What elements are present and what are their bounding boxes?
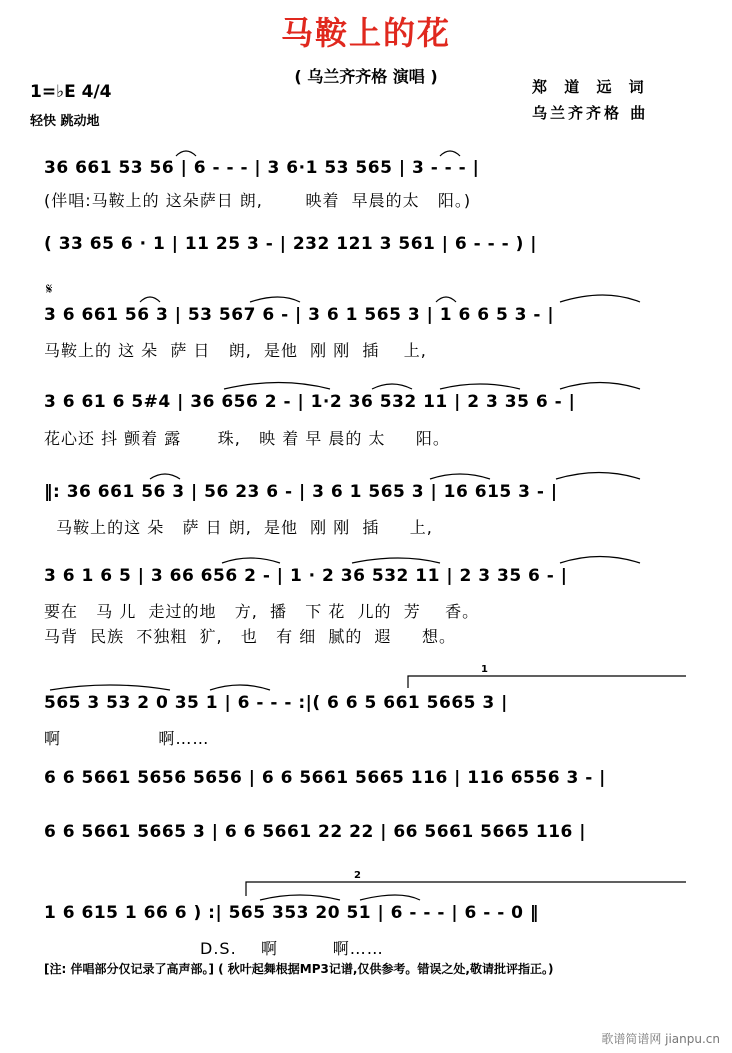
score-row-2-notes: ( 33 65 6 · 1 | 11 25 3 - | 232 121 3 561 | 6 - - - ) | bbox=[44, 234, 537, 254]
score-row-3-lyrics: 马鞍上的 这 朵 萨 日 朗, 是他 刚 刚 插 上, bbox=[44, 341, 427, 360]
slur-arc bbox=[222, 558, 280, 563]
segno-sign: 𝄋 bbox=[46, 280, 53, 298]
song-title: 马鞍上的花 bbox=[280, 14, 451, 52]
slur-arc bbox=[440, 151, 460, 156]
slur-arc bbox=[430, 474, 490, 479]
score-row-10-notes: 1 6 615 1 66 6 ) :| 565 353 20 51 | 6 - - - | 6 - - 0 ‖ bbox=[44, 903, 539, 923]
score-row-6-lyrics-verse2: 马背 民族 不独粗 犷, 也 有 细 腻的 遐 想。 bbox=[44, 627, 456, 646]
volta-bracket-1 bbox=[408, 676, 686, 688]
slur-arc bbox=[560, 557, 640, 564]
score-row-4-notes: 3 6 61 6 5#4 | 36 656 2 - | 1·2 36 532 11 | 2 3 35 6 - | bbox=[44, 392, 576, 412]
slur-arc bbox=[210, 685, 270, 690]
song-subtitle: ( 乌兰齐齐格 演唱 ) bbox=[294, 67, 438, 86]
score-row-8-notes: 6 6 5661 5656 5656 | 6 6 5661 5665 116 | 116 6556 3 - | bbox=[44, 768, 606, 788]
slur-arc bbox=[260, 895, 340, 900]
slur-arc bbox=[352, 558, 440, 563]
score-row-10-lyrics: D.S. 啊 啊…… bbox=[200, 939, 384, 958]
slur-arc bbox=[372, 384, 412, 389]
slur-arc bbox=[560, 295, 640, 302]
score-row-7-lyrics: 啊 啊…… bbox=[44, 729, 210, 748]
score-row-4-lyrics: 花心还 抖 颤着 露 珠, 映 着 早 晨的 太 阳。 bbox=[44, 429, 450, 448]
score-row-7-notes: 565 3 53 2 0 35 1 | 6 - - - :|( 6 6 5 661 5665 3 | bbox=[44, 693, 508, 713]
slur-arc bbox=[560, 383, 640, 390]
volta-bracket-2 bbox=[246, 882, 686, 896]
composer-credit: 乌兰齐齐格 曲 bbox=[532, 104, 649, 122]
slur-arc bbox=[140, 297, 160, 302]
slur-arc bbox=[176, 151, 196, 156]
score-row-6-notes: 3 6 1 6 5 | 3 66 656 2 - | 1 · 2 36 532 11 | 2 3 35 6 - | bbox=[44, 566, 568, 586]
lyricist-credit: 郑 道 远 词 bbox=[532, 78, 650, 96]
slur-arc bbox=[224, 383, 330, 390]
slur-arc bbox=[360, 895, 420, 900]
score-row-3-notes: 3 6 661 56 3 | 53 567 6 - | 3 6 1 565 3 | 1 6 6 5 3 - | bbox=[44, 305, 555, 325]
footer-note: [注: 伴唱部分仅记录了高声部。] ( 秋叶起舞根据MP3记谱,仅供参考。错误之处,敬请批评指正。) bbox=[44, 962, 554, 976]
slur-arc bbox=[556, 473, 640, 480]
slur-arc bbox=[50, 685, 170, 690]
score-row-5-lyrics: 马鞍上的这 朵 萨 日 朗, 是他 刚 刚 插 上, bbox=[44, 518, 433, 537]
slur-arc bbox=[150, 474, 180, 479]
volta-1-label: 1 bbox=[481, 664, 488, 675]
score-row-6-lyrics-verse1: 要在 马 儿 走过的地 方, 播 下 花 儿的 芳 香。 bbox=[44, 602, 480, 621]
score-row-1-notes: 36 661 53 56 | 6 - - - | 3 6·1 53 565 | 3 - - - | bbox=[44, 158, 480, 178]
site-watermark: 歌谱简谱网 jianpu.cn bbox=[601, 1032, 720, 1046]
slur-arc bbox=[436, 297, 456, 302]
slur-arc bbox=[250, 297, 300, 302]
score-row-1-lyrics: (伴唱:马鞍上的 这朵萨日 朗, 映着 早晨的太 阳。) bbox=[44, 191, 472, 210]
score-row-9-notes: 6 6 5661 5665 3 | 6 6 5661 22 22 | 66 5661 5665 116 | bbox=[44, 822, 586, 842]
volta-2-label: 2 bbox=[354, 870, 361, 881]
score-row-5-notes: ‖: 36 661 56 3 | 56 23 6 - | 3 6 1 565 3 | 16 615 3 - | bbox=[44, 482, 558, 502]
tempo-marking: 轻快 跳动地 bbox=[30, 114, 100, 129]
slur-arc bbox=[440, 384, 520, 389]
key-signature: 1=♭E 4/4 bbox=[30, 82, 112, 102]
